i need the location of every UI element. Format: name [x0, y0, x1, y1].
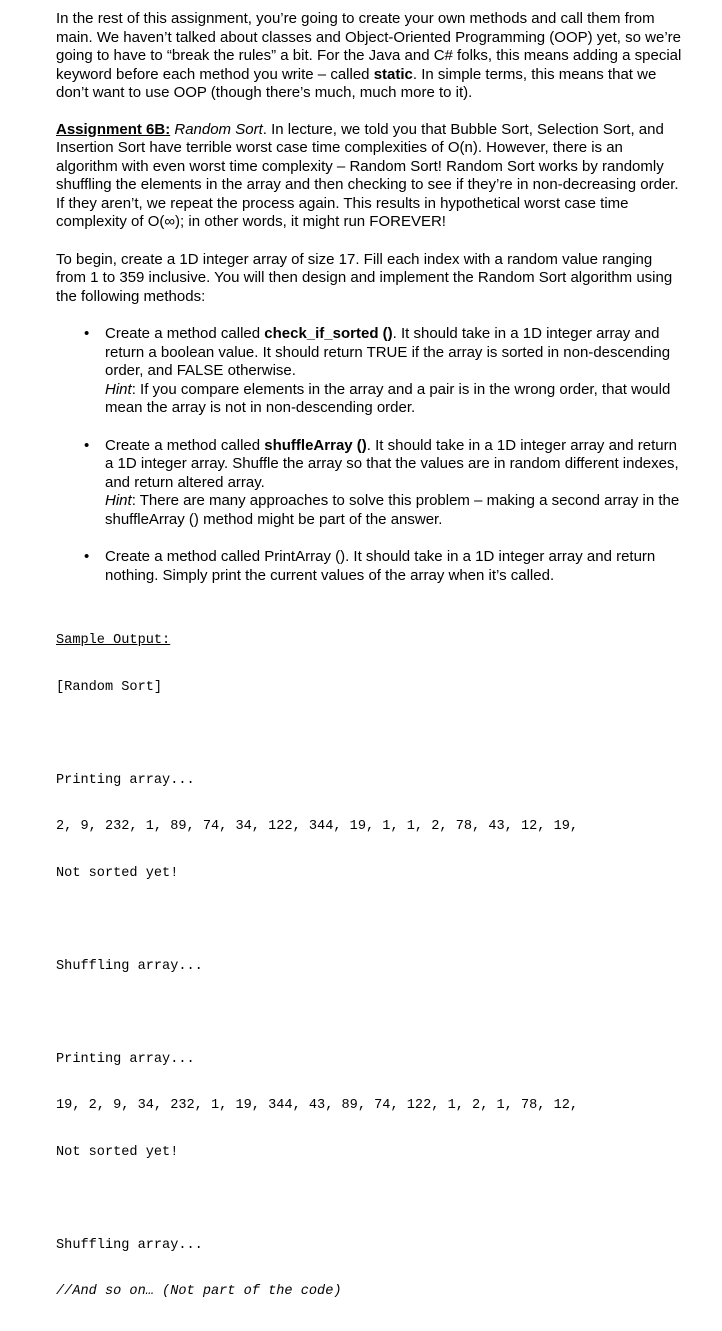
bullet-rest: . It should take in a 1D integer array and return a boolean value. It should return TRUE if the array is sorted in non-descending order, and FALSE otherwise.	[105, 325, 671, 379]
intro-text-1: In the rest of this assignment, you’re going to create your own methods and call them from main. We haven’t talked about classes and Object-Oriented Programming (OOP) yet, so we’re going to have to “break the rules” a bit. For the Java and C# folks, this means adding a special keyword before each method you write – called	[56, 10, 682, 83]
code-line: Shuffling array...	[56, 958, 203, 974]
hint-text: : If you compare elements in the array and a pair is in the wrong order, that would mean the array is not in non-descending order.	[105, 380, 671, 416]
method-list	[56, 325, 686, 585]
begin-paragraph: To begin, create a 1D integer array of size 17. Fill each index with a random value ranging from 1 to 359 inclusive. You will then design and implement the Random Sort algorithm using the following methods:	[56, 250, 673, 305]
code-line: 2, 9, 232, 1, 89, 74, 34, 122, 344, 19, 1, 1, 2, 78, 43, 12, 19,	[56, 819, 579, 834]
code-gap	[56, 1191, 686, 1207]
hint-label: Hint	[105, 492, 132, 509]
list-item	[56, 325, 686, 418]
document-page	[56, 10, 686, 1331]
assignment-title: Random Sort	[174, 120, 263, 138]
bullet-lead: Create a method called	[105, 325, 265, 342]
sample-output-title: Sample Output:	[56, 633, 171, 648]
assignment-body: . In lecture, we told you that Bubble Sort, Selection Sort, and Insertion Sort have terrible worst case time complexities of O(n). However, there is an algorithm with even worst time complexity – Random Sort! Random Sort works by randomly shuffling the elements in the array and then checking to see if they’re in non-decreasing order. If they aren’t, we repeat the process again. This results in hypothetical worst case time complexity of O(∞); in other words, it might run FOREVER!	[56, 120, 679, 230]
code-line: Shuffling array...	[56, 1237, 203, 1253]
intro-text-2: . In simple terms, this means that we don’t want to use OOP (though there’s much, much more to it).	[56, 65, 657, 101]
code-line: Not sorted yet!	[56, 865, 179, 881]
code-comment: //And so on… (Not part of the code)	[56, 1284, 342, 1299]
intro-paragraph	[56, 10, 686, 103]
code-line: 19, 2, 9, 34, 232, 1, 19, 344, 43, 89, 74, 122, 1, 2, 1, 78, 12,	[56, 1098, 579, 1113]
code-line: Not sorted yet!	[56, 1144, 179, 1160]
method-name: check_if_sorted ()	[264, 325, 393, 342]
code-gap	[56, 912, 686, 928]
sample-output	[56, 602, 686, 1331]
bullet-text: Create a method called PrintArray (). It should take in a 1D integer array and return nothing. Simply print the current values of the array when it’s called.	[105, 548, 656, 584]
list-item	[56, 548, 686, 585]
bullet-lead: Create a method called	[105, 436, 265, 454]
bullet-icon: •	[84, 548, 90, 565]
code-gap	[56, 1005, 686, 1021]
hint-label: Hint	[105, 380, 132, 398]
sample-output-header: [Random Sort]	[56, 679, 163, 695]
hint-text: : There are many approaches to solve this problem – making a second array in the shuffleArray () method might be part of the answer.	[105, 492, 680, 528]
static-keyword: static	[373, 65, 413, 83]
bullet-rest: . It should take in a 1D integer array and return a 1D integer array. Shuffle the array so that the values are in random different indexes, and return altered array.	[105, 436, 679, 491]
method-name: shuffleArray ()	[264, 436, 367, 454]
code-gap	[56, 726, 686, 742]
list-item	[56, 437, 686, 530]
code-line: Printing array...	[56, 1051, 195, 1067]
code-line: Printing array...	[56, 772, 195, 788]
bullet-icon: •	[84, 325, 90, 342]
assignment-paragraph	[56, 121, 686, 232]
bullet-icon: •	[84, 436, 90, 454]
assignment-label: Assignment 6B:	[56, 120, 171, 138]
